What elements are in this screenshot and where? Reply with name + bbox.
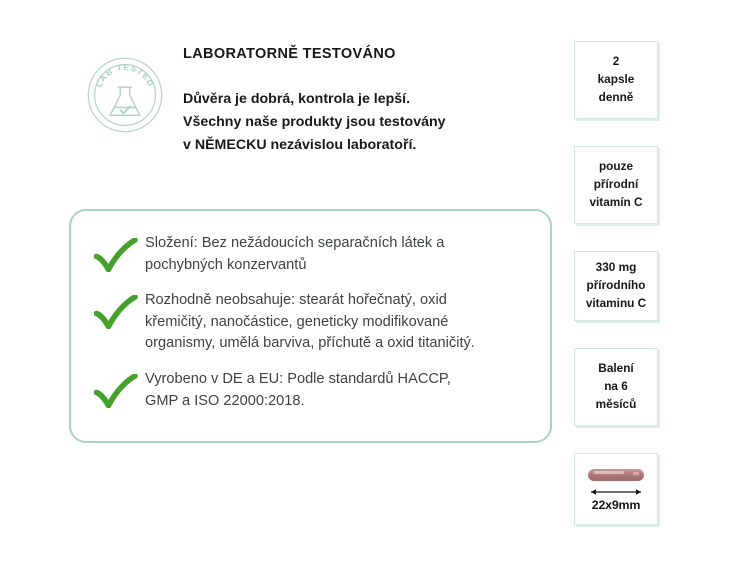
list-item-text [145,232,536,276]
list-item-text [145,368,536,412]
list-item-line: GMP a ISO 22000:2018. [145,392,305,409]
list-item-line: pochybných konzervantů [145,256,307,273]
spec-line: 330 mg [595,260,637,275]
spec-line: denně [598,89,634,104]
list-item-line: křemičitý, nanočástice, geneticky modifikované [145,313,449,330]
double-headed-arrow-icon [586,488,646,496]
spec-line: Balení [598,361,634,376]
subhead-line-2: Všechny naše produkty jsou testovány [183,114,446,131]
list-item-line: organismy, umělá barviva, příchutě a oxid titaničitý. [145,335,475,352]
subhead-line-1: Důvěra je dobrá, kontrola je lepší. [183,91,411,108]
spec-line: měsíců [595,396,637,411]
lab-tested-header [0,34,560,184]
spec-box-dose [574,41,658,119]
spec-line: přírodního [586,278,646,293]
spec-line: na 6 [604,379,628,394]
list-item [87,289,536,355]
list-item-line: Rozhodně neobsahuje: stearát hořečnatý, oxid [145,292,447,309]
check-icon [87,293,145,331]
list-item [87,232,536,276]
spec-line: vitamín C [589,194,643,209]
page-title: LABORATORNĚ TESTOVÁNO [183,46,396,62]
list-item-text [145,289,536,355]
feature-list [71,232,550,412]
svg-text:LAB TESTED: LAB TESTED [94,62,156,89]
list-item-line: Vyrobeno v DE a EU: Podle standardů HACCP, [145,370,451,387]
capsule-icon [585,467,647,482]
lab-tested-flask-badge-icon [86,56,164,134]
spec-box-natural [574,146,658,224]
product-spec-sidebar [574,41,660,525]
list-item-line: Složení: Bez nežádoucích separačních látek a [145,235,445,251]
spec-line: 2 [612,54,620,69]
check-icon [87,236,145,274]
subhead-line-3: v NĚMECKU nezávislou laboratoří. [183,137,417,154]
spec-box-amount [574,251,658,321]
spec-line: vitaminu C [585,295,647,310]
capsule-dimension-label: 22x9mm [591,497,641,512]
spec-line: kapsle [597,72,635,87]
spec-line: přírodní [593,177,639,192]
check-icon [87,372,145,410]
header-subtext [183,88,553,157]
spec-line: pouze [598,159,634,174]
feature-card [69,209,552,443]
spec-box-capsule-size [574,453,658,525]
header-text-block [183,46,553,157]
spec-box-supply [574,348,658,426]
list-item [87,368,536,412]
